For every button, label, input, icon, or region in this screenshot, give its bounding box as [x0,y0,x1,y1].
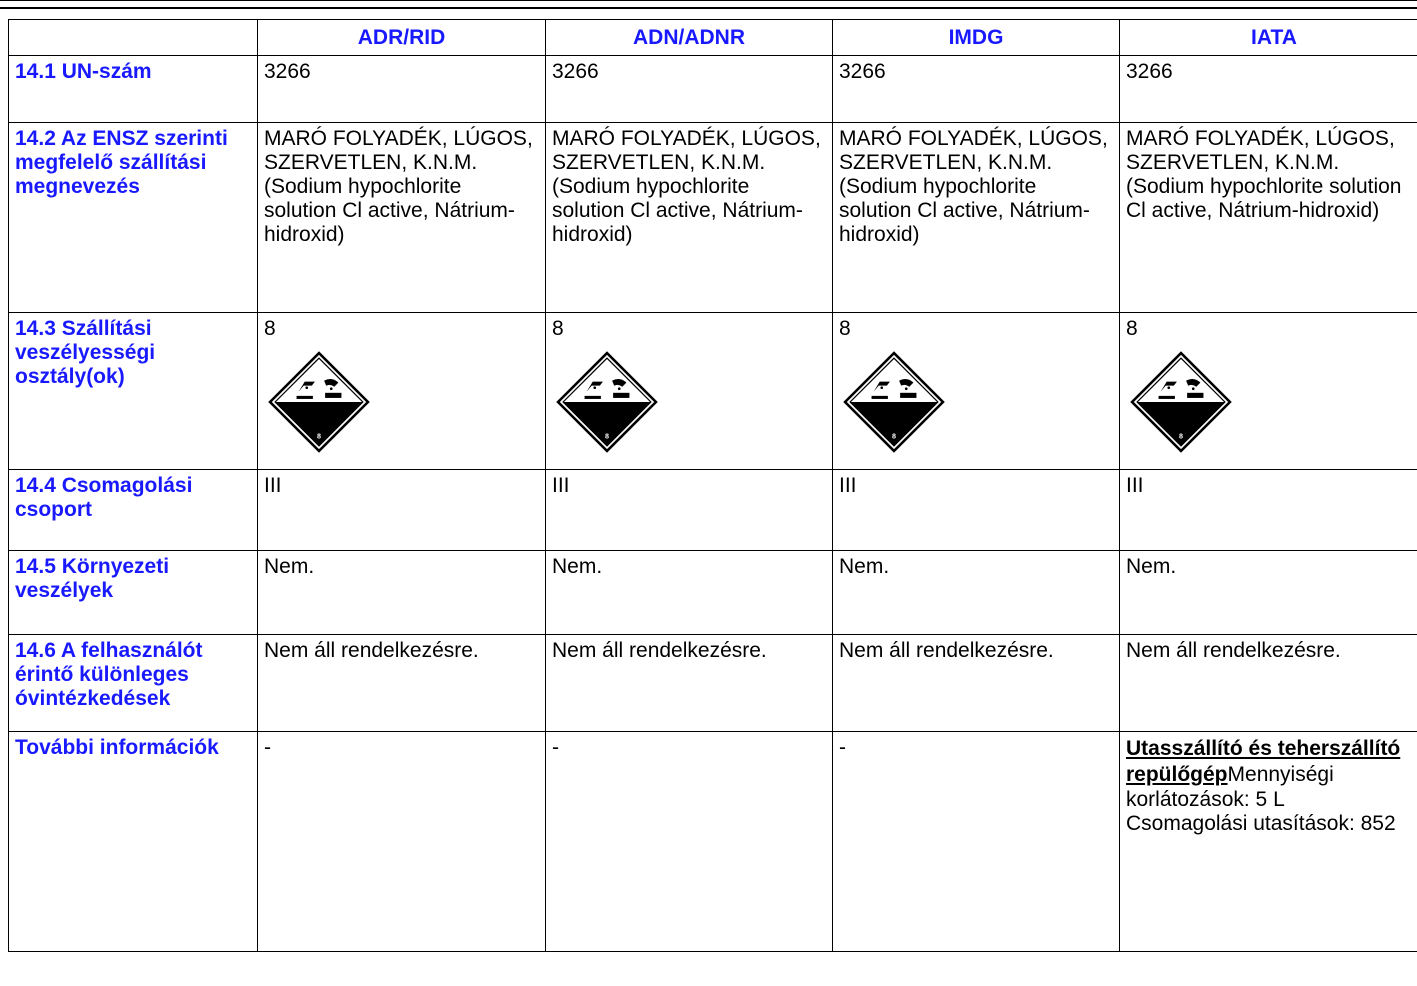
precautions-iata: Nem áll rendelkezésre. [1120,635,1417,732]
row-packing-group [9,470,1417,551]
iata-aircraft-heading: Utasszállító és teherszállító repülőgép [1126,737,1401,786]
shipping-name-iata: MARÓ FOLYADÉK, LÚGOS, SZERVETLEN, K.N.M. (Sodium hypochlorite solution Cl active, Nátrium-hidroxid) [1120,123,1417,313]
header-row [9,20,1417,56]
hazard-class-adr-cell [258,313,546,470]
environmental-iata: Nem. [1120,551,1417,635]
label-additional-info: További információk [9,732,258,952]
corrosive-pictogram-icon [268,351,370,453]
additional-adr: - [258,732,546,952]
corrosive-pictogram-icon [556,351,658,453]
additional-imdg: - [833,732,1120,952]
environmental-adn: Nem. [546,551,833,635]
hazard-class-number-label: 8 [317,432,321,441]
hazard-class-iata-cell [1120,313,1417,470]
additional-iata-cell [1120,732,1417,952]
packing-group-iata: III [1120,470,1417,551]
hazard-class-adr: 8 [264,317,276,340]
hazard-class-number-label: 8 [1179,432,1183,441]
corrosive-pictogram-icon [1130,351,1232,453]
un-number-iata: 3266 [1120,56,1417,123]
row-shipping-name [9,123,1417,313]
header-iata: IATA [1120,20,1417,56]
page-top-rule [0,0,1417,9]
transport-info-table [8,19,1417,952]
environmental-imdg: Nem. [833,551,1120,635]
shipping-name-adn: MARÓ FOLYADÉK, LÚGOS, SZERVETLEN, K.N.M. (Sodium hypochlorite solution Cl active, Nátrium-hidroxid) [546,123,833,313]
corrosive-diamond-svg [843,351,945,453]
corrosive-diamond-svg [1130,351,1232,453]
label-packing-group: 14.4 Csomagolási csoport [9,470,258,551]
shipping-name-adr: MARÓ FOLYADÉK, LÚGOS, SZERVETLEN, K.N.M. (Sodium hypochlorite solution Cl active, Nátrium-hidroxid) [258,123,546,313]
header-imdg: IMDG [833,20,1120,56]
hazard-class-number-label: 8 [892,432,896,441]
row-precautions [9,635,1417,732]
additional-adn: - [546,732,833,952]
iata-packing-instructions: Csomagolási utasítások: 852 [1126,812,1396,835]
packing-group-imdg: III [833,470,1120,551]
iata-quantity-limits: Mennyiségi korlátozások: 5 L [1126,763,1334,811]
label-hazard-class: 14.3 Szállítási veszélyességi osztály(ok) [9,313,258,470]
environmental-adr: Nem. [258,551,546,635]
label-un-number: 14.1 UN-szám [9,56,258,123]
header-label-column [9,20,258,56]
hazard-class-adn: 8 [552,317,564,340]
corrosive-diamond-svg [268,351,370,453]
packing-group-adn: III [546,470,833,551]
un-number-imdg: 3266 [833,56,1120,123]
header-adn-adnr: ADN/ADNR [546,20,833,56]
precautions-adr: Nem áll rendelkezésre. [258,635,546,732]
precautions-imdg: Nem áll rendelkezésre. [833,635,1120,732]
row-environmental [9,551,1417,635]
hazard-class-number-label: 8 [605,432,609,441]
label-environmental: 14.5 Környezeti veszélyek [9,551,258,635]
label-shipping-name: 14.2 Az ENSZ szerinti megfelelő szállítási megnevezés [9,123,258,313]
precautions-adn: Nem áll rendelkezésre. [546,635,833,732]
row-additional-info [9,732,1417,952]
hazard-class-imdg-cell [833,313,1120,470]
row-un-number [9,56,1417,123]
hazard-class-iata: 8 [1126,317,1138,340]
shipping-name-imdg: MARÓ FOLYADÉK, LÚGOS, SZERVETLEN, K.N.M. (Sodium hypochlorite solution Cl active, Nátrium-hidroxid) [833,123,1120,313]
un-number-adn: 3266 [546,56,833,123]
un-number-adr: 3266 [258,56,546,123]
corrosive-diamond-svg [556,351,658,453]
corrosive-pictogram-icon [843,351,945,453]
header-adr-rid: ADR/RID [258,20,546,56]
label-precautions: 14.6 A felhasználót érintő különleges óvintézkedések [9,635,258,732]
hazard-class-adn-cell [546,313,833,470]
packing-group-adr: III [258,470,546,551]
row-hazard-class [9,313,1417,470]
hazard-class-imdg: 8 [839,317,851,340]
